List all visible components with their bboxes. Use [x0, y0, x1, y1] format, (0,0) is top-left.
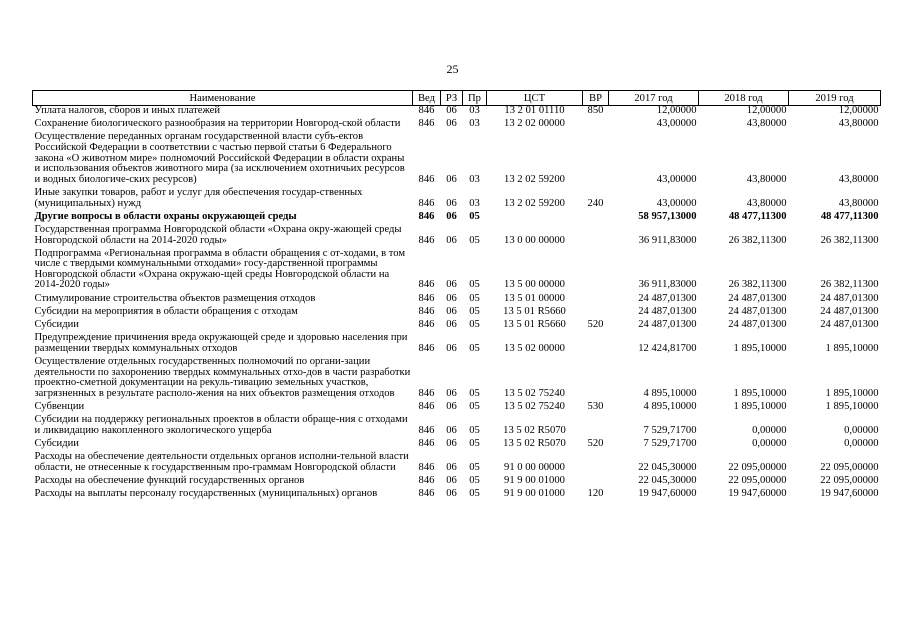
row-rz: 06: [446, 305, 457, 317]
row-vr: [583, 119, 609, 132]
row-rz: 06: [446, 342, 457, 354]
row-ved: 846: [418, 292, 435, 304]
row-pr: 05: [469, 305, 480, 317]
row-amount-2019: 24 487,01300: [820, 292, 879, 304]
table-row: [33, 489, 881, 502]
row-pr: 05: [469, 387, 480, 399]
table-row: [33, 357, 881, 402]
row-name: Расходы на обеспечение функций государственных органов: [34, 474, 305, 486]
row-name: Субсидии на поддержку региональных проектов в области обраще-ния с отходами и ликвидацию накопленного экологического ущерба: [34, 414, 408, 436]
row-amount-2019: 0,00000: [844, 424, 879, 436]
row-amount-2019: 19 947,60000: [820, 488, 879, 500]
table-row: [33, 452, 881, 476]
row-rz: 06: [446, 400, 457, 412]
row-vr: [583, 294, 609, 307]
row-pr: 03: [469, 118, 480, 130]
row-name: Субсидии на мероприятия в области обращения с отходам: [34, 305, 298, 317]
row-amount-2019: 26 382,11300: [820, 279, 879, 291]
row-amount-2018: 48 477,11300: [728, 210, 787, 222]
row-rz: 06: [446, 474, 457, 486]
row-amount-2018: 12,00000: [746, 105, 787, 116]
row-ved: 846: [418, 105, 435, 116]
row-amount-2019: 1 895,10000: [825, 387, 879, 399]
row-vr: [583, 357, 609, 402]
row-cst: 13 5 02 75240: [504, 387, 565, 399]
row-pr: 05: [469, 234, 480, 246]
row-vr: 120: [587, 488, 604, 500]
row-amount-2019: 43,80000: [838, 197, 879, 209]
row-amount-2017: 24 487,01300: [638, 305, 697, 317]
row-name: Осуществление отдельных государственных полномочий по органи-зации деятельности по захоронению твердых коммунальных отхо-дов в части разработки проектно-сметной документации на рекуль-тивацию земельных участков, загрязненных в результате располо-жения на них объектов размещения отходов: [34, 356, 411, 399]
header-cst: ЦСТ: [487, 91, 583, 106]
row-vr: [583, 132, 609, 188]
row-cst: 13 5 02 R5070: [503, 437, 566, 449]
row-ved: 846: [418, 234, 435, 246]
row-rz: 06: [446, 461, 457, 473]
row-ved: 846: [418, 210, 435, 222]
row-amount-2017: 12,00000: [656, 105, 697, 116]
row-name: Уплата налогов, сборов и иных платежей: [34, 105, 221, 116]
row-pr: 05: [469, 437, 480, 449]
row-pr: 05: [469, 210, 480, 222]
row-cst: 13 0 00 00000: [504, 234, 565, 246]
row-pr: 05: [469, 488, 480, 500]
row-amount-2017: 12 424,81700: [638, 342, 697, 354]
row-pr: 05: [469, 424, 480, 436]
row-amount-2018: 19 947,60000: [728, 488, 787, 500]
row-cst: 13 2 02 00000: [504, 118, 565, 130]
row-amount-2019: 26 382,11300: [820, 234, 879, 246]
row-amount-2018: 43,80000: [746, 118, 787, 130]
row-amount-2017: 24 487,01300: [638, 319, 697, 331]
row-cst: 91 9 00 01000: [504, 488, 565, 500]
row-pr: 03: [469, 197, 480, 209]
row-name: Субсидии: [34, 319, 79, 331]
table-row: [33, 333, 881, 357]
row-amount-2017: 36 911,83000: [638, 279, 697, 291]
row-amount-2018: 43,80000: [746, 197, 787, 209]
row-rz: 06: [446, 118, 457, 130]
row-pr: 05: [469, 400, 480, 412]
row-vr: 520: [587, 319, 604, 331]
row-ved: 846: [418, 342, 435, 354]
row-cst: 13 5 02 R5070: [503, 424, 566, 436]
header-pr: Пр: [463, 91, 487, 106]
row-pr: 05: [469, 292, 480, 304]
table-row: [33, 188, 881, 212]
row-rz: 06: [446, 210, 457, 222]
row-vr: 850: [587, 105, 604, 116]
row-ved: 846: [418, 488, 435, 500]
row-amount-2017: 43,00000: [656, 118, 697, 130]
row-cst: 13 5 01 00000: [504, 292, 565, 304]
row-name: Расходы на обеспечение деятельности отдельных органов исполни-тельной власти области, не отнесенные к государственным про-граммам Новгородской области: [34, 451, 409, 473]
row-pr: 05: [469, 474, 480, 486]
row-name: Стимулирование строительства объектов размещения отходов: [34, 292, 316, 304]
row-pr: 03: [469, 173, 480, 185]
row-amount-2017: 22 045,30000: [638, 461, 697, 473]
row-rz: 06: [446, 424, 457, 436]
row-vr: [583, 212, 609, 225]
row-cst: 13 5 02 75240: [504, 400, 565, 412]
row-pr: 05: [469, 342, 480, 354]
row-name: Осуществление переданных органам государственной власти субъ-ектов Российской Федерации в соответствии с частью первой статьи 6 Федерального закона «О животном мире» полномочий Российской Федерации в области охраны и использования объектов животного мира (за исключением охотничьих ресурсов и водных биологиче-ских ресурсов): [34, 131, 405, 185]
row-cst: 91 9 00 01000: [504, 474, 565, 486]
row-ved: 846: [418, 400, 435, 412]
row-rz: 06: [446, 387, 457, 399]
row-vr: [583, 452, 609, 476]
row-vr: [583, 333, 609, 357]
row-amount-2019: 43,80000: [838, 118, 879, 130]
row-ved: 846: [418, 474, 435, 486]
row-rz: 06: [446, 105, 457, 116]
row-name: Расходы на выплаты персоналу государственных (муниципальных) органов: [34, 488, 378, 500]
row-rz: 06: [446, 488, 457, 500]
header-name: Наименование: [33, 91, 413, 106]
row-ved: 846: [418, 173, 435, 185]
row-rz: 06: [446, 437, 457, 449]
row-amount-2017: 7 529,71700: [643, 437, 697, 449]
header-rz: РЗ: [441, 91, 463, 106]
row-ved: 846: [418, 424, 435, 436]
row-cst: 13 2 02 59200: [504, 197, 565, 209]
row-rz: 06: [446, 173, 457, 185]
row-amount-2017: 22 045,30000: [638, 474, 697, 486]
table-row: [33, 415, 881, 439]
table-header-row: [33, 91, 881, 106]
row-amount-2018: 0,00000: [752, 437, 787, 449]
row-rz: 06: [446, 292, 457, 304]
row-amount-2018: 1 895,10000: [733, 387, 787, 399]
row-pr: 05: [469, 461, 480, 473]
row-name: Сохранение биологического разнообразия на территории Новгород-ской области: [34, 118, 401, 130]
row-ved: 846: [418, 118, 435, 130]
table-row: [33, 294, 881, 307]
row-amount-2018: 24 487,01300: [728, 305, 787, 317]
row-pr: 05: [469, 279, 480, 291]
header-ved: Вед: [413, 91, 441, 106]
row-name: Подпрограмма «Региональная программа в области обращения с от-ходами, в том числе с твердыми коммунальными отходами» госу-дарственной программы Новгородской области «Охрана окружаю-щей среды Новгородской области на 2014-2020 годы»: [34, 247, 406, 291]
row-amount-2017: 58 957,13000: [638, 210, 697, 222]
row-amount-2019: 22 095,00000: [820, 461, 879, 473]
row-name: Субсидии: [34, 437, 79, 449]
row-amount-2018: 43,80000: [746, 173, 787, 185]
row-rz: 06: [446, 234, 457, 246]
row-ved: 846: [418, 305, 435, 317]
row-amount-2019: 24 487,01300: [820, 305, 879, 317]
row-pr: 05: [469, 319, 480, 331]
row-name: Другие вопросы в области охраны окружающей среды: [34, 210, 297, 222]
row-amount-2018: 0,00000: [752, 424, 787, 436]
table-row: [33, 212, 881, 225]
row-amount-2017: 24 487,01300: [638, 292, 697, 304]
row-vr: [583, 249, 609, 294]
table-body: [33, 106, 881, 503]
row-cst: 91 0 00 00000: [504, 461, 565, 473]
row-amount-2018: 26 382,11300: [728, 279, 787, 291]
row-amount-2017: 7 529,71700: [643, 424, 697, 436]
row-vr: [583, 415, 609, 439]
row-amount-2017: 4 895,10000: [643, 400, 697, 412]
table-row: [33, 106, 881, 120]
row-rz: 06: [446, 319, 457, 331]
row-amount-2017: 43,00000: [656, 173, 697, 185]
row-amount-2017: 19 947,60000: [638, 488, 697, 500]
row-cst: 13 2 02 59200: [504, 173, 565, 185]
row-amount-2019: 48 477,11300: [820, 210, 879, 222]
header-2018: 2018 год: [699, 91, 789, 106]
row-amount-2018: 1 895,10000: [733, 342, 787, 354]
row-amount-2019: 12,00000: [838, 105, 879, 116]
row-amount-2018: 24 487,01300: [728, 319, 787, 331]
row-ved: 846: [418, 197, 435, 209]
row-amount-2018: 22 095,00000: [728, 461, 787, 473]
row-amount-2019: 1 895,10000: [825, 342, 879, 354]
header-2019: 2019 год: [789, 91, 881, 106]
row-cst: 13 5 01 R5660: [503, 305, 566, 317]
row-rz: 06: [446, 197, 457, 209]
row-rz: 06: [446, 279, 457, 291]
row-name: Государственная программа Новгородской области «Охрана окру-жающей среды Новгородской области на 2014-2020 годы»: [34, 223, 402, 246]
header-2017: 2017 год: [609, 91, 699, 106]
header-vr: ВР: [583, 91, 609, 106]
row-amount-2019: 0,00000: [844, 437, 879, 449]
row-amount-2019: 43,80000: [838, 173, 879, 185]
row-vr: 520: [587, 437, 604, 449]
row-amount-2017: 4 895,10000: [643, 387, 697, 399]
row-amount-2019: 1 895,10000: [825, 400, 879, 412]
row-cst: 13 5 02 00000: [504, 342, 565, 354]
table-row: [33, 132, 881, 188]
row-ved: 846: [418, 319, 435, 331]
table-row: [33, 225, 881, 249]
row-amount-2017: 36 911,83000: [638, 234, 697, 246]
row-ved: 846: [418, 387, 435, 399]
budget-table: [32, 90, 881, 502]
row-amount-2018: 1 895,10000: [733, 400, 787, 412]
row-ved: 846: [418, 461, 435, 473]
row-cst: 13 2 01 01110: [504, 105, 565, 116]
row-name: Субвенции: [34, 400, 85, 412]
row-cst: 13 5 01 R5660: [503, 319, 566, 331]
row-vr: 240: [587, 197, 604, 209]
row-vr: 530: [587, 400, 604, 412]
row-ved: 846: [418, 437, 435, 449]
row-name: Иные закупки товаров, работ и услуг для обеспечения государ-ственных (муниципальных) нужд: [34, 186, 363, 209]
row-amount-2019: 24 487,01300: [820, 319, 879, 331]
row-amount-2019: 22 095,00000: [820, 474, 879, 486]
page-number: 25: [446, 62, 459, 76]
row-name: Предупреждение причинения вреда окружающей среде и здоровью населения при размещении твердых коммунальных отходов: [34, 332, 408, 354]
row-amount-2017: 43,00000: [656, 197, 697, 209]
table-row: [33, 249, 881, 294]
row-cst: 13 5 00 00000: [504, 279, 565, 291]
row-amount-2018: 26 382,11300: [728, 234, 787, 246]
row-amount-2018: 22 095,00000: [728, 474, 787, 486]
row-pr: 03: [469, 105, 480, 116]
row-amount-2018: 24 487,01300: [728, 292, 787, 304]
row-cst: [487, 212, 583, 225]
row-ved: 846: [418, 279, 435, 291]
row-vr: [583, 225, 609, 249]
